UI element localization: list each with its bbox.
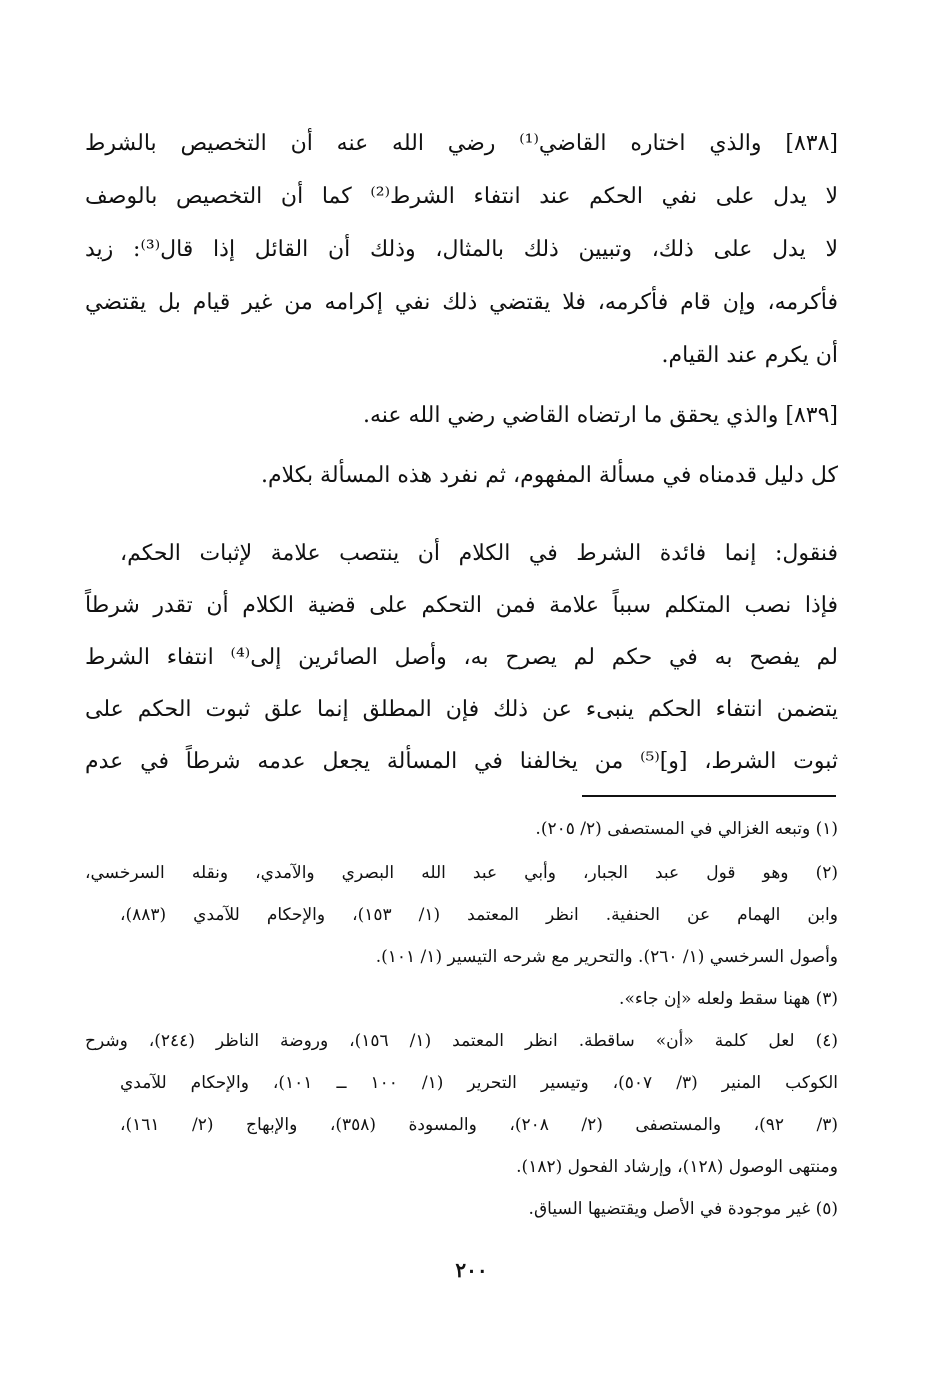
footnote-4-line-1: (٤) لعل كلمة «أن» ساقطة. انظر المعتمد (١/ ١٥٦)، وروضة الناظر (٢٤٤)، وشرح — [85, 1031, 838, 1051]
paragraph-838-line-3: لا يدل على ذلك، وتبيين ذلك بالمثال، وذلك أن القائل إذا قال⁽³⁾: زيد — [85, 237, 839, 262]
paragraph-3-line-4: يتضمن انتفاء الحكم ينبىء عن ذلك فإن المطلق إنما علق ثبوت الحكم على — [85, 697, 838, 722]
paragraph-3-line-5: ثبوت الشرط، [و]⁽⁵⁾ من يخالفنا في المسألة يجعل عدمه شرطاً في عدم — [85, 749, 839, 774]
footnote-4-line-3: (٣/ ٩٢)، والمستصفى (٢/ ٢٠٨)، والمسودة (٣٥٨)، والإبهاج (٢/ ١٦١)، — [120, 1115, 838, 1135]
paragraph-838-line-2: لا يدل على نفي الحكم عند انتفاء الشرط⁽²⁾ كما أن التخصيص بالوصف — [85, 184, 838, 209]
paragraph-838-line-1: [٨٣٨] والذي اختاره القاضي⁽¹⁾ رضي الله عنه أن التخصيص بالشرط — [85, 131, 838, 156]
footnote-1: (١) وتبعه الغزالي في المستصفى (٢/ ٢٠٥). — [535, 819, 838, 839]
footnote-2-line-1: (٢) وهو قول عبد الجبار، وأبي عبد الله البصري والآمدي، ونقله السرخسي، — [85, 863, 838, 883]
footnote-separator — [582, 795, 836, 797]
paragraph-3-line-3: لم يفصح به في حكم لم يصرح به، وأصل الصائرين إلى⁽⁴⁾ انتفاء الشرط — [85, 645, 838, 670]
paragraph-839-line-1: [٨٣٩] والذي يحقق ما ارتضاه القاضي رضي الله عنه. — [363, 403, 838, 428]
paragraph-3-line-1: فنقول: إنما فائدة الشرط في الكلام أن ينتصب علامة لإثبات الحكم، — [120, 541, 838, 566]
paragraph-3-line-2: فإذا نصب المتكلم سبباً علامة فمن التحكم على قضية الكلام أن تقدر شرطاً — [85, 593, 838, 618]
page-number: ٢٠٠ — [455, 1258, 488, 1282]
footnote-2-line-3: وأصول السرخسي (١/ ٢٦٠). والتحرير مع شرحه التيسير (١/ ١٠١). — [375, 947, 838, 967]
paragraph-838-line-4: فأكرمه، وإن قام فأكرمه، فلا يقتضي ذلك نفي إكرامه من غير قيام بل يقتضي — [85, 290, 838, 315]
paragraph-839-line-2: كل دليل قدمناه في مسألة المفهوم، ثم نفرد هذه المسألة بكلام. — [261, 463, 838, 488]
footnote-4-line-4: ومنتهى الوصول (١٢٨)، وإرشاد الفحول (١٨٢). — [516, 1157, 838, 1177]
footnote-2-line-2: وابن الهمام عن الحنفية. انظر المعتمد (١/ ١٥٣)، والإحكام للآمدي (٨٨٣)، — [120, 905, 838, 925]
footnote-5: (٥) غير موجودة في الأصل ويقتضيها السياق. — [528, 1199, 838, 1219]
paragraph-838-line-5: أن يكرم عند القيام. — [661, 343, 838, 368]
footnote-3: (٣) ههنا سقط ولعله «إن جاء». — [619, 989, 838, 1009]
footnote-4-line-2: الكوكب المنير (٣/ ٥٠٧)، وتيسير التحرير (١/ ١٠٠ ــ ١٠١)، والإحكام للآمدي — [120, 1073, 838, 1093]
